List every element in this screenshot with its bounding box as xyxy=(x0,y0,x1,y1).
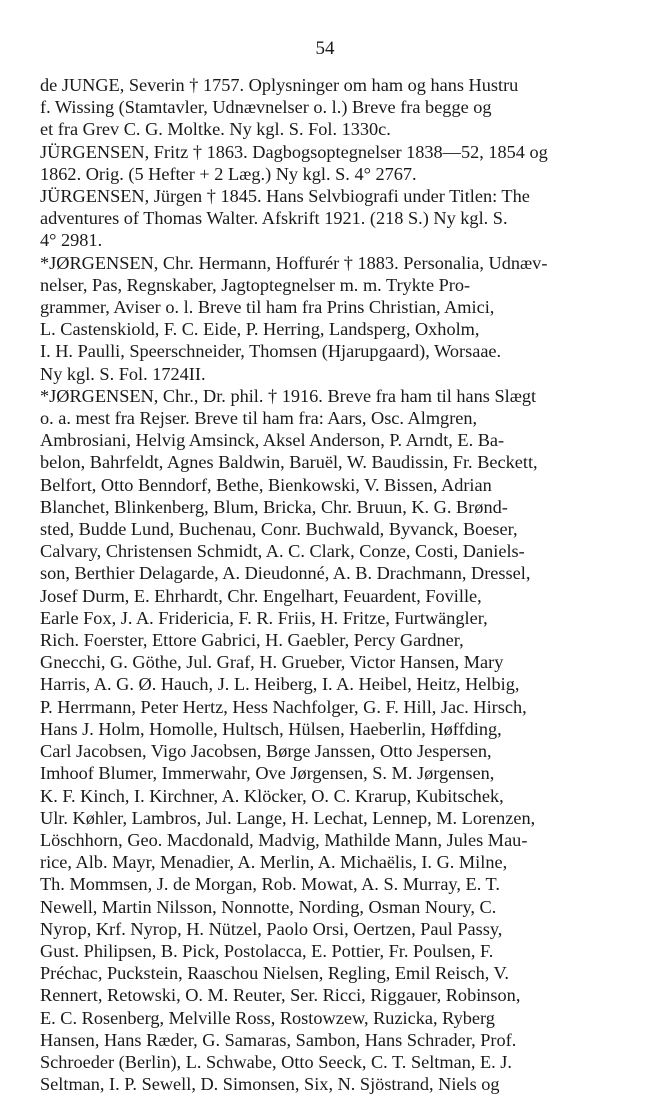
entry-line: adventures of Thomas Walter. Afskrift 1921. (218 S.) Ny kgl. S. xyxy=(40,208,508,229)
entry-line: Löschhorn, Geo. Macdonald, Madvig, Mathilde Mann, Jules Mau- xyxy=(40,829,528,850)
entry-line: Earle Fox, J. A. Fridericia, F. R. Friis, H. Fritze, Furtwängler, xyxy=(40,607,488,628)
entry-line: Gnecchi, G. Göthe, Jul. Graf, H. Grueber, Victor Hansen, Mary xyxy=(40,652,504,673)
entry-line: K. F. Kinch, I. Kirchner, A. Klöcker, O. C. Krarup, Kubitschek, xyxy=(40,785,504,806)
entry-line: Schroeder (Berlin), L. Schwabe, Otto Seeck, C. T. Seltman, E. J. xyxy=(40,1051,512,1072)
entry-junge xyxy=(40,74,612,141)
entry-line: Josef Durm, E. Ehrhardt, Chr. Engelhart, Feuardent, Foville, xyxy=(40,585,482,606)
entry-line: L. Castenskiold, F. C. Eide, P. Herring, Landsperg, Oxholm, xyxy=(40,319,480,340)
entry-line: Blanchet, Blinkenberg, Blum, Bricka, Chr. Bruun, K. G. Brønd- xyxy=(40,496,508,517)
entry-line: P. Herrmann, Peter Hertz, Hess Nachfolger, G. F. Hill, Jac. Hirsch, xyxy=(40,696,527,717)
entry-line: 1862. Orig. (5 Hefter + 2 Læg.) Ny kgl. S. 4° 2767. xyxy=(40,163,417,184)
entry-line: JÜRGENSEN, Fritz † 1863. Dagbogsoptegnelser 1838—52, 1854 og xyxy=(40,141,548,162)
entry-line: grammer, Aviser o. l. Breve til ham fra Prins Christian, Amici, xyxy=(40,297,495,318)
entry-line: belon, Bahrfeldt, Agnes Baldwin, Baruël, W. Baudissin, Fr. Beckett, xyxy=(40,452,538,473)
entry-line: 4° 2981. xyxy=(40,230,103,251)
entry-line: Ambrosiani, Helvig Amsinck, Aksel Anderson, P. Arndt, E. Ba- xyxy=(40,430,505,451)
entry-line: rice, Alb. Mayr, Menadier, A. Merlin, A. Michaëlis, I. G. Milne, xyxy=(40,852,508,873)
entry-jurgensen-fritz xyxy=(40,141,612,185)
entry-line: Calvary, Christensen Schmidt, A. C. Clark, Conze, Costi, Daniels- xyxy=(40,541,525,562)
entry-line: JÜRGENSEN, Jürgen † 1845. Hans Selvbiografi under Titlen: The xyxy=(40,186,530,207)
entry-line: f. Wissing (Stamtavler, Udnævnelser o. l.) Breve fra begge og xyxy=(40,97,492,118)
entry-line: Hans J. Holm, Homolle, Hultsch, Hülsen, Haeberlin, Høffding, xyxy=(40,718,502,739)
entry-line: *JØRGENSEN, Chr., Dr. phil. † 1916. Breve fra ham til hans Slægt xyxy=(40,385,537,406)
entry-line: Newell, Martin Nilsson, Nonnotte, Nording, Osman Noury, C. xyxy=(40,896,497,917)
entry-line: nelser, Pas, Regnskaber, Jagtoptegnelser m. m. Trykte Pro- xyxy=(40,274,471,295)
entry-line: Th. Mommsen, J. de Morgan, Rob. Mowat, A. S. Murray, E. T. xyxy=(40,874,500,895)
entry-line: Carl Jacobsen, Vigo Jacobsen, Børge Janssen, Otto Jespersen, xyxy=(40,741,492,762)
entry-line: o. a. mest fra Rejser. Breve til ham fra: Aars, Osc. Almgren, xyxy=(40,408,478,429)
page-number: 54 xyxy=(315,38,335,59)
entry-line: son, Berthier Delagarde, A. Dieudonné, A. B. Drachmann, Dressel, xyxy=(40,563,531,584)
entry-line: Préchac, Puckstein, Raaschou Nielsen, Regling, Emil Reisch, V. xyxy=(40,963,509,984)
entry-line: Hansen, Hans Ræder, G. Samaras, Sambon, Hans Schrader, Prof. xyxy=(40,1029,517,1050)
entry-line: Rich. Foerster, Ettore Gabrici, H. Gaebler, Percy Gardner, xyxy=(40,630,464,651)
entry-jorgensen-chr xyxy=(40,385,612,1095)
entry-line: Ny kgl. S. Fol. 1724II. xyxy=(40,363,206,384)
entry-line: sted, Budde Lund, Buchenau, Conr. Buchwald, Byvanck, Boeser, xyxy=(40,519,518,540)
entry-line: Seltman, I. P. Sewell, D. Simonsen, Six, N. Sjöstrand, Niels og xyxy=(40,1074,500,1095)
entry-line: Gust. Philipsen, B. Pick, Postolacca, E. Pottier, Fr. Poulsen, F. xyxy=(40,940,494,961)
entry-line: *JØRGENSEN, Chr. Hermann, Hoffurér † 1883. Personalia, Udnæv- xyxy=(40,252,548,273)
entry-line: Imhoof Blumer, Immerwahr, Ove Jørgensen, S. M. Jørgensen, xyxy=(40,763,495,784)
entry-line: Belfort, Otto Benndorf, Bethe, Bienkowski, V. Bissen, Adrian xyxy=(40,474,492,495)
entry-line: et fra Grev C. G. Moltke. Ny kgl. S. Fol. 1330c. xyxy=(40,119,391,140)
entry-jurgensen-jurgen xyxy=(40,185,612,252)
entry-line: Harris, A. G. Ø. Hauch, J. L. Heiberg, I. A. Heibel, Heitz, Helbig, xyxy=(40,674,520,695)
entry-line: E. C. Rosenberg, Melville Ross, Rostowzew, Ruzicka, Ryberg xyxy=(40,1007,495,1028)
entry-line: Ulr. Køhler, Lambros, Jul. Lange, H. Lechat, Lennep, M. Lorenzen, xyxy=(40,807,536,828)
entry-line: de JUNGE, Severin † 1757. Oplysninger om ham og hans Hustru xyxy=(40,75,519,95)
entry-line: Nyrop, Krf. Nyrop, H. Nützel, Paolo Orsi, Oertzen, Paul Passy, xyxy=(40,918,503,939)
register-entries xyxy=(40,74,612,1095)
entry-line: Rennert, Retowski, O. M. Reuter, Ser. Ricci, Riggauer, Robinson, xyxy=(40,985,521,1006)
entry-jorgensen-chr-hermann xyxy=(40,252,612,385)
entry-line: I. H. Paulli, Speerschneider, Thomsen (Hjarupgaard), Worsaae. xyxy=(40,341,502,362)
